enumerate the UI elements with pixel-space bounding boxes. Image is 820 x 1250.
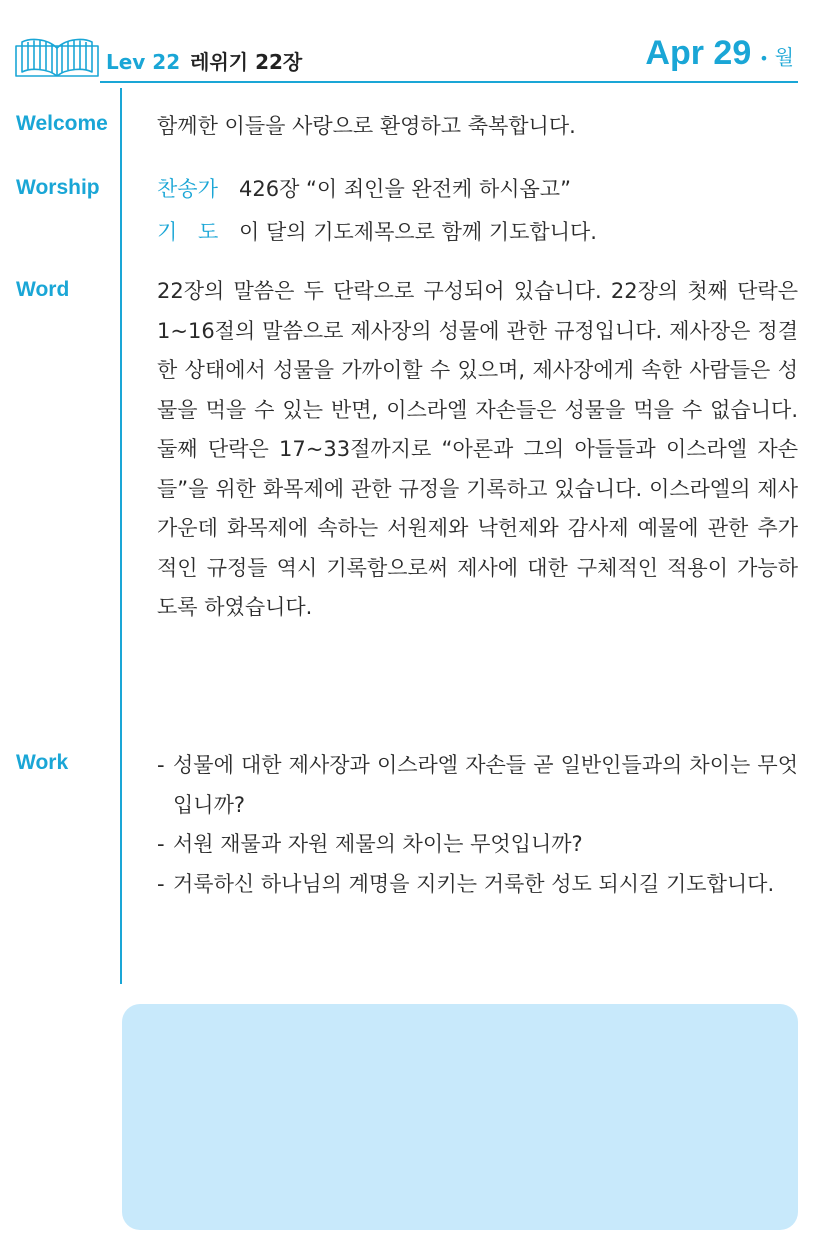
word-label: Word [16, 278, 70, 301]
chapter-reference [106, 46, 302, 75]
work-label: Work [16, 751, 69, 774]
hymn-row [157, 170, 798, 210]
prayer-row [157, 213, 798, 253]
weekday: 월 [774, 45, 794, 69]
word-section [157, 272, 798, 628]
reference-korean: 레위기 22장 [190, 50, 303, 74]
hymn-value: 426장 “이 죄인을 완전케 하시옵고” [239, 177, 571, 201]
work-list [157, 746, 798, 904]
prayer-key: 기 도 [157, 219, 219, 244]
note-box[interactable] [122, 1004, 798, 1230]
month-day: Apr 29 [645, 34, 752, 72]
open-book-icon [14, 34, 100, 78]
date-heading [645, 34, 794, 73]
list-item: - 서원 재물과 자원 제물의 차이는 무엇입니까? [157, 825, 798, 865]
welcome-message: 함께한 이들을 사랑으로 환영하고 축복합니다. [157, 114, 576, 138]
header [14, 32, 798, 82]
prayer-value: 이 달의 기도제목으로 함께 기도합니다. [239, 219, 597, 244]
worship-label: Worship [16, 176, 100, 199]
welcome-label: Welcome [16, 112, 108, 135]
word-paragraph: 22장의 말씀은 두 단락으로 구성되어 있습니다. 22장의 첫째 단락은 1~16절의 말씀으로 제사장의 성물에 관한 규정입니다. 제사장은 정결한 상태에서 성물을 가까이할 수 있으며, 제사장에게 속한 사람들은 성물을 먹을 수 있는 반면, 이스라엘 자손들은 성물을 먹을 수 없습니다. 둘째 단락은 17~33절까지로 “아론과 그의 아들들과 이스라엘 자손들”을 위한 화목제에 관한 규정을 기록하고 있습니다. 이스라엘의 제사 가운데 화목제에 속하는 서원제와 낙헌제와 감사제 예물에 관한 추가적인 규정들 역시 기록함으로써 제사에 대한 구체적인 적용이 가능하도록 하였습니다. [157, 279, 798, 619]
welcome-text [157, 107, 798, 147]
list-item: - 거룩하신 하나님의 계명을 지키는 거룩한 성도 되시길 기도합니다. [157, 865, 798, 905]
reference-english: Lev 22 [106, 50, 181, 74]
list-item: - 성물에 대한 제사장과 이스라엘 자손들 곧 일반인들과의 차이는 무엇입니까? [157, 746, 798, 825]
worship-section [157, 170, 798, 252]
header-divider [100, 81, 798, 83]
section-divider [120, 88, 122, 984]
separator-dot: • [759, 49, 769, 68]
work-section [157, 746, 798, 904]
hymn-key: 찬송가 [157, 177, 218, 201]
